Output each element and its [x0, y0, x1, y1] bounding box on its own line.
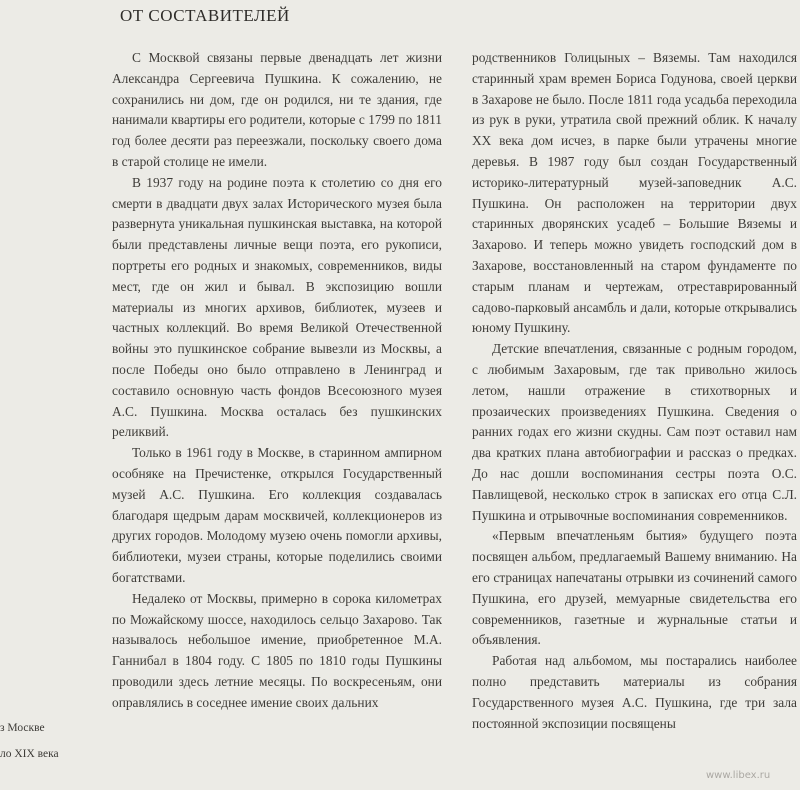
paragraph-continuation: родственников Голицыных – Вяземы. Там находился старинный храм времен Бориса Годунова, своей церкви в Захарове не было. После 1811 года усадьба переходила из рук в руки, утратила свой прежний облик. К началу XX века дом исчез, в парке были утрачены многие деревья. В 1987 году был создан Государственный историко-литературный музей-заповедник А.С. Пушкина. Он расположен на территории двух старинных дворянских усадеб – Большие Вяземы и Захарово. И теперь можно увидеть господский дом в Захарове, восстановленный на старом фундаменте по старым планам и чертежам, отреставрированный садово-парковый ансамбль и дали, которые открывались юному Пушкину.: [472, 50, 797, 336]
paragraph: Детские впечатления, связанные с родным городом, с любимым Захаровым, где так привольно жилось летом, нашли отражение в стихотворных и прозаических произведениях Пушкина. Сведения о ранних годах его жизни скудны. Сам поэт оставил нам два кратких плана автобиографии и рассказ о предках. До нас дошли воспоминания сестры поэта О.С. Павлищевой, несколько строк в записках его отца С.Л. Пушкина и отрывочные воспоминания современников.: [472, 341, 797, 523]
paragraph: Только в 1961 году в Москве, в старинном ампирном особняке на Пречистенке, открылся Государственный музей А.С. Пушкина. Его коллекция создавалась благодаря щедрым дарам москвичей, коллекционеров из других городов. Молодому музею очень помогли архивы, библиотеки, музеи страны, которые поделились своими богатствами.: [112, 445, 442, 585]
left-text-column: [112, 48, 442, 714]
paragraph: Работая над альбомом, мы постарались наиболее полно представить материалы из собрания Государственного музея А.С. Пушкина, где три зала постоянной экспозиции посвящены: [472, 653, 797, 731]
page-heading: ОТ СОСТАВИТЕЛЕЙ: [120, 6, 290, 25]
margin-caption: з Москве: [0, 722, 45, 734]
paragraph: Недалеко от Москвы, примерно в сорока километрах по Можайскому шоссе, находилось сельцо Захарово. Так называлось небольшое имение, приобретенное М.А. Ганнибал в 1804 году. С 1805 по 1810 годы Пушкины проводили здесь летние месяцы. По воскресеньям, они оправлялись в соседнее имение своих дальних: [112, 590, 442, 710]
watermark: www.libex.ru: [706, 770, 771, 781]
paragraph: С Москвой связаны первые двенадцать лет жизни Александра Сергеевича Пушкина. К сожалению, не сохранились ни дом, где он родился, ни те здания, где нанимали квартиры его родители, которые с 1799 по 1811 год более десяти раз переезжали, поскольку своего дома в старой столице не имели.: [112, 50, 442, 169]
margin-caption: ло XIX века: [0, 748, 59, 760]
right-text-column: [472, 48, 797, 734]
paragraph: «Первым впечатленьям бытия» будущего поэта посвящен альбом, предлагаемый Вашему вниманию. На его страницах напечатаны отрывки из сочинений самого Пушкина, его друзей, мемуарные свидетельства его современников, газетные и журнальные статьи и объявления.: [472, 528, 797, 648]
paragraph: В 1937 году на родине поэта к столетию со дня его смерти в двадцати двух залах Исторического музея была развернута уникальная пушкинская выставка, на которой были представлены личные вещи поэта, его рукописи, портреты его родных и знакомых, современников, виды мест, где он жил и бывал. В экспозицию вошли материалы из многих архивов, библиотек, музеев и частных коллекций. Во время Великой Отечественной войны это пушкинское собрание вывезли из Москвы, а после Победы оно было отправлено в Ленинград и составило основную часть фондов Всесоюзного музея А.С. Пушкина. Москва осталась без пушкинских реликвий.: [112, 174, 442, 440]
